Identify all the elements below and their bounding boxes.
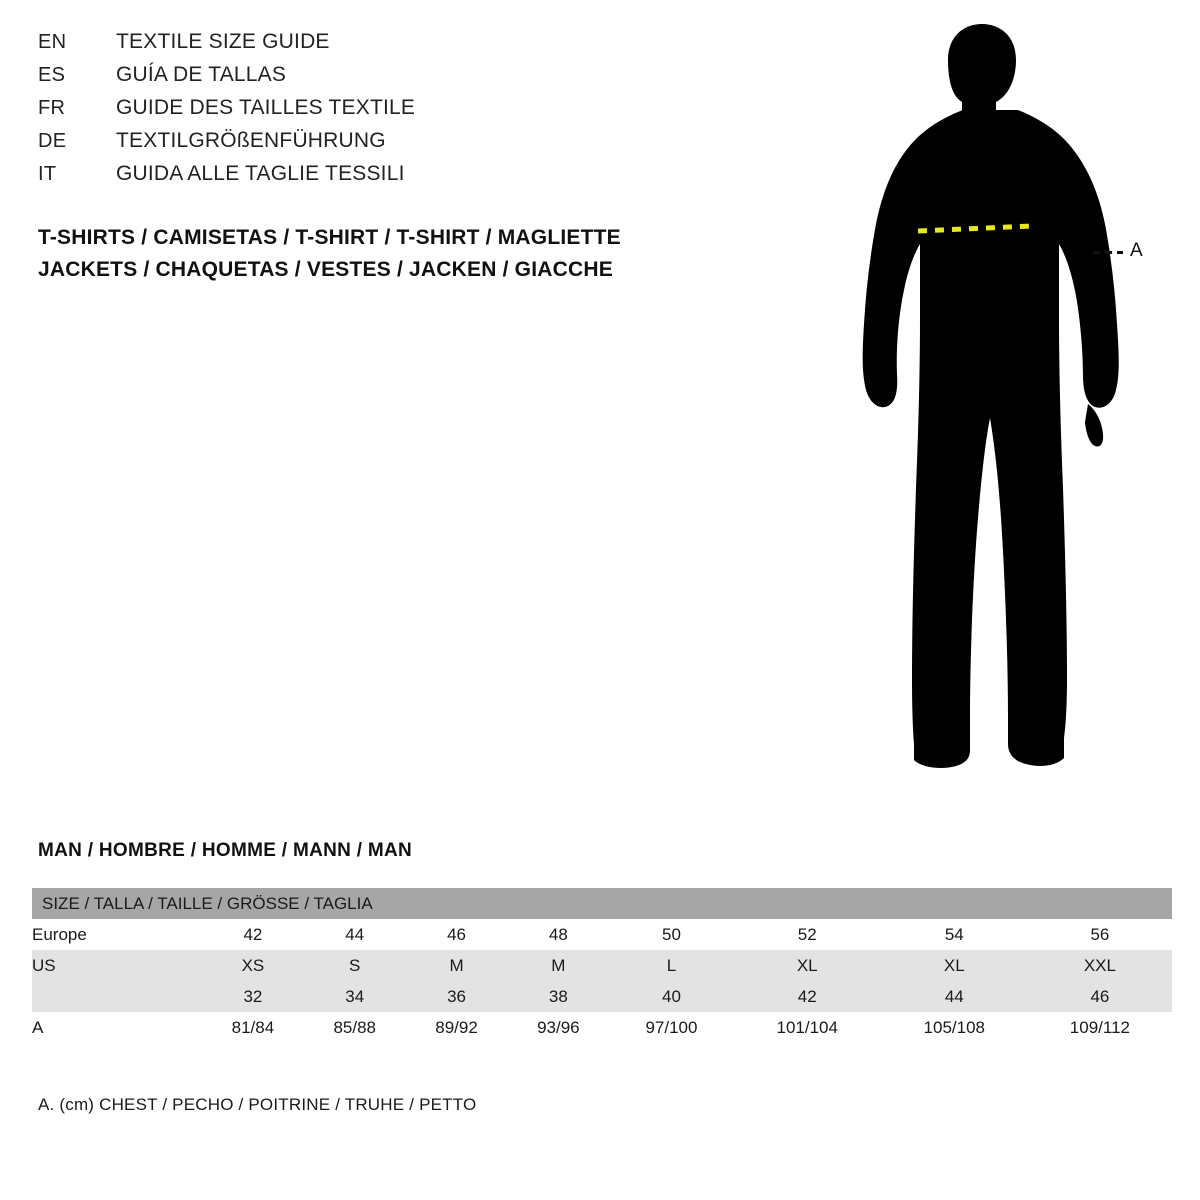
table-cell: 44 bbox=[881, 981, 1028, 1012]
category-jackets: JACKETS / CHAQUETAS / VESTES / JACKEN / GIACCHE bbox=[38, 258, 613, 281]
table-cell: 40 bbox=[609, 981, 733, 1012]
table-header-label: SIZE / TALLA / TAILLE / GRÖSSE / TAGLIA bbox=[32, 888, 1172, 919]
male-silhouette-icon bbox=[830, 18, 1170, 788]
table-footnote: A. (cm) CHEST / PECHO / POITRINE / TRUHE / PETTO bbox=[38, 1095, 477, 1114]
language-code: FR bbox=[38, 97, 66, 119]
language-row bbox=[38, 63, 738, 96]
table-cell: 81/84 bbox=[202, 1012, 304, 1043]
row-label: US bbox=[32, 950, 202, 981]
language-title: GUIDA ALLE TAGLIE TESSILI bbox=[116, 162, 405, 185]
table-cell: 46 bbox=[406, 919, 508, 950]
table-row bbox=[32, 919, 1172, 950]
category-tshirts: T-SHIRTS / CAMISETAS / T-SHIRT / T-SHIRT / MAGLIETTE bbox=[38, 226, 621, 249]
table-cell: 36 bbox=[406, 981, 508, 1012]
table-cell: L bbox=[609, 950, 733, 981]
language-code: EN bbox=[38, 31, 67, 53]
language-title-block bbox=[38, 30, 738, 195]
category-headings bbox=[38, 222, 621, 286]
table-cell: 34 bbox=[304, 981, 406, 1012]
table-cell: 46 bbox=[1028, 981, 1172, 1012]
measure-leader-line bbox=[1093, 251, 1123, 254]
language-title: GUIDE DES TAILLES TEXTILE bbox=[116, 96, 416, 119]
language-row bbox=[38, 162, 738, 195]
table-row bbox=[32, 950, 1172, 981]
language-row bbox=[38, 96, 738, 129]
table-cell: 52 bbox=[734, 919, 881, 950]
language-code: IT bbox=[38, 163, 57, 185]
table-cell: 54 bbox=[881, 919, 1028, 950]
table-cell: 42 bbox=[734, 981, 881, 1012]
table-cell: 89/92 bbox=[406, 1012, 508, 1043]
table-cell: 42 bbox=[202, 919, 304, 950]
language-title: TEXTILE SIZE GUIDE bbox=[116, 30, 330, 53]
table-cell: 93/96 bbox=[507, 1012, 609, 1043]
language-code: DE bbox=[38, 130, 67, 152]
table-cell: M bbox=[507, 950, 609, 981]
row-label bbox=[32, 981, 202, 1012]
body-figure bbox=[830, 18, 1170, 788]
size-table bbox=[32, 888, 1172, 1043]
table-cell: 85/88 bbox=[304, 1012, 406, 1043]
table-cell: 32 bbox=[202, 981, 304, 1012]
table-cell: 38 bbox=[507, 981, 609, 1012]
table-cell: XL bbox=[734, 950, 881, 981]
table-cell: XXL bbox=[1028, 950, 1172, 981]
table-cell: 56 bbox=[1028, 919, 1172, 950]
table-cell: 101/104 bbox=[734, 1012, 881, 1043]
table-cell: M bbox=[406, 950, 508, 981]
table-cell: 97/100 bbox=[609, 1012, 733, 1043]
language-row bbox=[38, 30, 738, 63]
table-cell: 44 bbox=[304, 919, 406, 950]
table-cell: XS bbox=[202, 950, 304, 981]
row-label: A bbox=[32, 1012, 202, 1043]
table-row bbox=[32, 981, 1172, 1012]
table-cell: 109/112 bbox=[1028, 1012, 1172, 1043]
table-cell: XL bbox=[881, 950, 1028, 981]
table-cell: 50 bbox=[609, 919, 733, 950]
measure-label-a: A bbox=[1130, 240, 1144, 261]
table-header-row bbox=[32, 888, 1172, 919]
table-cell: S bbox=[304, 950, 406, 981]
table-cell: 105/108 bbox=[881, 1012, 1028, 1043]
table-row bbox=[32, 1012, 1172, 1043]
table-cell: 48 bbox=[507, 919, 609, 950]
language-row bbox=[38, 129, 738, 162]
language-title: TEXTILGRÖßENFÜHRUNG bbox=[116, 129, 386, 152]
table-section-title: MAN / HOMBRE / HOMME / MANN / MAN bbox=[38, 840, 413, 861]
language-title: GUÍA DE TALLAS bbox=[116, 63, 287, 86]
language-code: ES bbox=[38, 64, 66, 86]
row-label: Europe bbox=[32, 919, 202, 950]
